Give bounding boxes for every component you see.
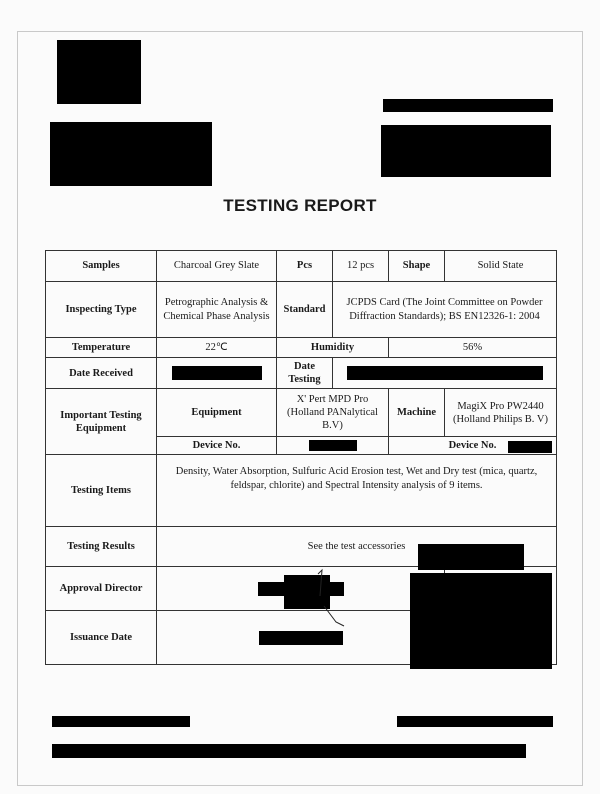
redacted-header-block <box>381 125 551 177</box>
testing-results-label: Testing Results <box>46 527 157 567</box>
redacted-device-no-1 <box>309 440 357 451</box>
redacted-stamp <box>410 573 552 669</box>
date-testing-label: Date Testing <box>277 358 333 389</box>
shape-value: Solid State <box>445 251 557 282</box>
issuance-date-value <box>157 611 445 665</box>
date-received-value <box>157 358 277 389</box>
temperature-value: 22℃ <box>157 338 277 358</box>
equipment-label: Equipment <box>157 389 277 437</box>
humidity-label: Humidity <box>277 338 389 358</box>
machine-label: Machine <box>389 389 445 437</box>
approval-director-label: Approval Director <box>46 567 157 611</box>
samples-row <box>46 251 557 282</box>
standard-value: JCPDS Card (The Joint Committee on Powder Diffraction Standards); BS EN12326-1: 2004 <box>333 282 557 338</box>
device-no-value-1 <box>277 437 389 455</box>
date-received-label: Date Received <box>46 358 157 389</box>
redacted-footer-right <box>397 716 553 727</box>
testing-items-row <box>46 455 557 527</box>
inspecting-row <box>46 282 557 338</box>
redacted-date-received <box>172 366 262 380</box>
machine-value: MagiX Pro PW2440 (Holland Philips B. V) <box>445 389 557 437</box>
page-title: TESTING REPORT <box>223 196 377 215</box>
redacted-results-block <box>418 544 524 570</box>
redacted-device-no-2 <box>508 441 552 453</box>
testing-results-value: See the test accessories <box>157 527 557 567</box>
shape-label: Shape <box>389 251 445 282</box>
inspecting-type-label: Inspecting Type <box>46 282 157 338</box>
inspecting-type-value: Petrographic Analysis & Chemical Phase Analysis <box>157 282 277 338</box>
testing-items-label: Testing Items <box>46 455 157 527</box>
redacted-header-line <box>383 99 553 112</box>
humidity-value: 56% <box>389 338 557 358</box>
signature-mark <box>314 566 354 628</box>
redacted-logo <box>57 40 141 104</box>
pcs-value: 12 pcs <box>333 251 389 282</box>
issuance-date-label: Issuance Date <box>46 611 157 665</box>
date-row <box>46 358 557 389</box>
equipment-value: X' Pert MPD Pro (Holland PANalytical B.V) <box>277 389 389 437</box>
temperature-label: Temperature <box>46 338 157 358</box>
important-equipment-label: Important Testing Equipment <box>46 389 157 455</box>
equipment-row <box>46 389 557 437</box>
redacted-company-name <box>50 122 212 186</box>
device-no-label-2: Device No. <box>389 437 557 455</box>
samples-value: Charcoal Grey Slate <box>157 251 277 282</box>
date-testing-value <box>333 358 557 389</box>
redacted-footer-left <box>52 716 190 727</box>
redacted-footer-line <box>52 744 526 758</box>
temperature-row <box>46 338 557 358</box>
testing-items-value: Density, Water Absorption, Sulfuric Acid Erosion test, Wet and Dry test (mica, quartz, feldspar, chlorite) and Spectral Intensity analysis of 9 items. <box>157 455 557 527</box>
standard-label: Standard <box>277 282 333 338</box>
device-no-label-1: Device No. <box>157 437 277 455</box>
redacted-issuance-date <box>259 631 343 645</box>
samples-label: Samples <box>46 251 157 282</box>
redacted-date-testing <box>347 366 543 380</box>
pcs-label: Pcs <box>277 251 333 282</box>
